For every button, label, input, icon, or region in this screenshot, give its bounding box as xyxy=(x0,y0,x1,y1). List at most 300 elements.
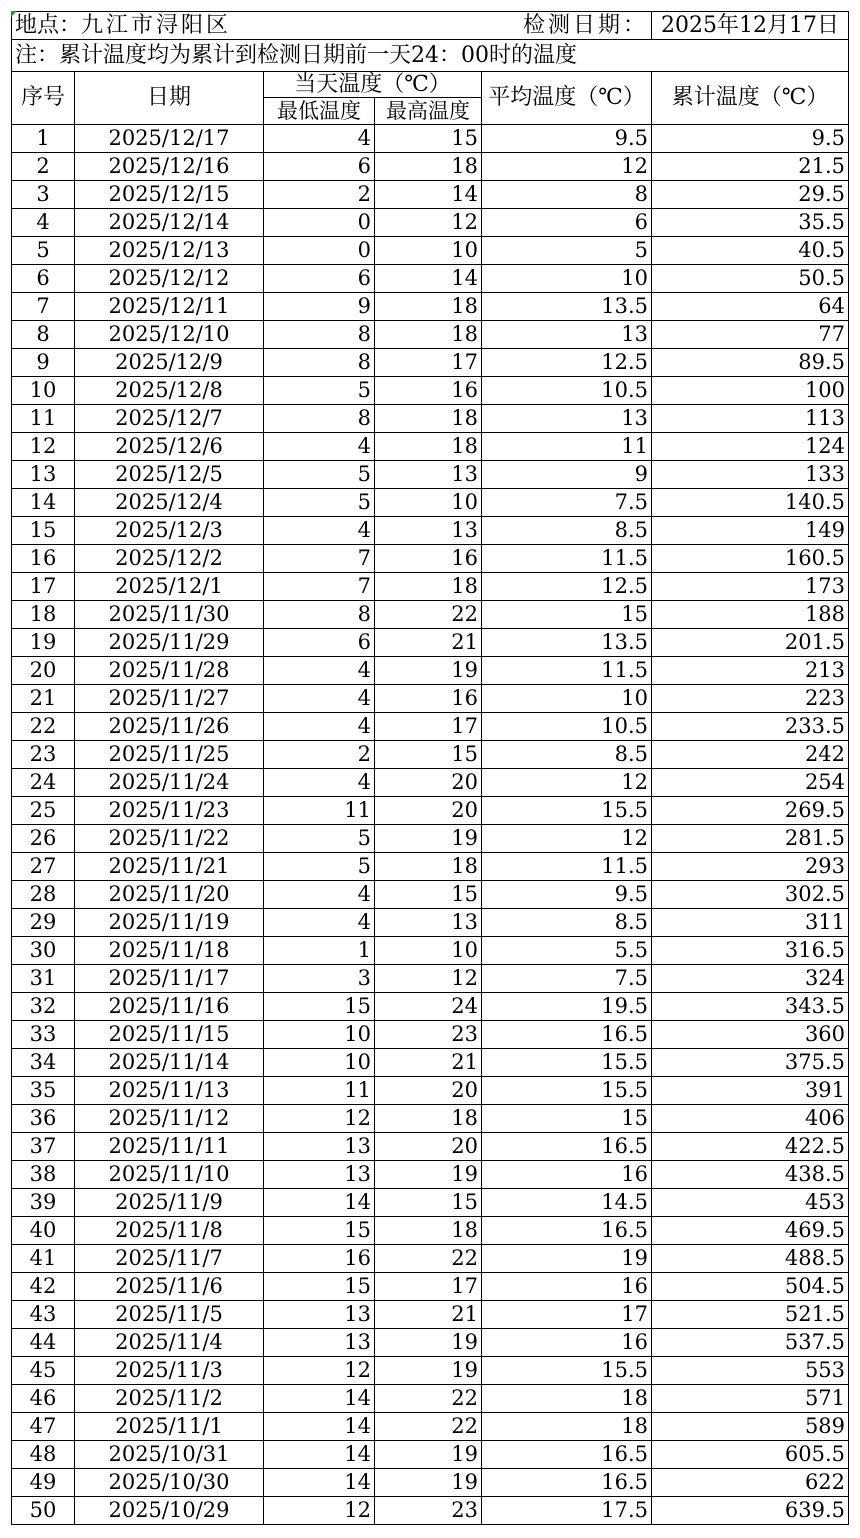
cell-min-temp[interactable]: 5 xyxy=(264,853,375,881)
cell-seq[interactable]: 13 xyxy=(12,461,75,489)
cell-min-temp[interactable]: 14 xyxy=(264,1189,375,1217)
cell-max-temp[interactable]: 19 xyxy=(375,1357,482,1385)
cell-cum-temp[interactable]: 140.5 xyxy=(652,489,849,517)
cell-date[interactable]: 2025/12/5 xyxy=(75,461,264,489)
cell-date[interactable]: 2025/12/9 xyxy=(75,349,264,377)
cell-min-temp[interactable]: 8 xyxy=(264,405,375,433)
cell-seq[interactable]: 41 xyxy=(12,1245,75,1273)
cell-min-temp[interactable]: 10 xyxy=(264,1021,375,1049)
cell-date[interactable]: 2025/12/3 xyxy=(75,517,264,545)
cell-cum-temp[interactable]: 605.5 xyxy=(652,1441,849,1469)
cell-avg-temp[interactable]: 8.5 xyxy=(482,909,652,937)
cell-cum-temp[interactable]: 281.5 xyxy=(652,825,849,853)
col-header-avg-temp[interactable]: 平均温度（℃） xyxy=(482,72,652,125)
cell-max-temp[interactable]: 22 xyxy=(375,1245,482,1273)
cell-avg-temp[interactable]: 13.5 xyxy=(482,293,652,321)
cell-min-temp[interactable]: 16 xyxy=(264,1245,375,1273)
cell-seq[interactable]: 37 xyxy=(12,1133,75,1161)
note-text[interactable]: 注：累计温度均为累计到检测日期前一天24：00时的温度 xyxy=(12,40,849,72)
cell-seq[interactable]: 3 xyxy=(12,181,75,209)
cell-date[interactable]: 2025/11/20 xyxy=(75,881,264,909)
cell-max-temp[interactable]: 14 xyxy=(375,265,482,293)
cell-avg-temp[interactable]: 16 xyxy=(482,1329,652,1357)
cell-cum-temp[interactable]: 537.5 xyxy=(652,1329,849,1357)
cell-min-temp[interactable]: 9 xyxy=(264,293,375,321)
cell-max-temp[interactable]: 19 xyxy=(375,1469,482,1497)
cell-date[interactable]: 2025/12/14 xyxy=(75,209,264,237)
cell-avg-temp[interactable]: 19.5 xyxy=(482,993,652,1021)
cell-avg-temp[interactable]: 5.5 xyxy=(482,937,652,965)
cell-avg-temp[interactable]: 15.5 xyxy=(482,1077,652,1105)
cell-avg-temp[interactable]: 5 xyxy=(482,237,652,265)
cell-max-temp[interactable]: 15 xyxy=(375,881,482,909)
cell-date[interactable]: 2025/11/3 xyxy=(75,1357,264,1385)
cell-date[interactable]: 2025/12/10 xyxy=(75,321,264,349)
cell-date[interactable]: 2025/11/28 xyxy=(75,657,264,685)
cell-avg-temp[interactable]: 13 xyxy=(482,321,652,349)
cell-seq[interactable]: 19 xyxy=(12,629,75,657)
cell-seq[interactable]: 11 xyxy=(12,405,75,433)
cell-cum-temp[interactable]: 469.5 xyxy=(652,1217,849,1245)
cell-cum-temp[interactable]: 360 xyxy=(652,1021,849,1049)
cell-cum-temp[interactable]: 149 xyxy=(652,517,849,545)
date-value[interactable]: 2025年12月17日 xyxy=(652,12,849,40)
cell-cum-temp[interactable]: 571 xyxy=(652,1385,849,1413)
cell-avg-temp[interactable]: 18 xyxy=(482,1413,652,1441)
cell-avg-temp[interactable]: 17.5 xyxy=(482,1497,652,1525)
cell-avg-temp[interactable]: 15 xyxy=(482,601,652,629)
cell-avg-temp[interactable]: 15.5 xyxy=(482,797,652,825)
cell-min-temp[interactable]: 4 xyxy=(264,769,375,797)
cell-date[interactable]: 2025/12/8 xyxy=(75,377,264,405)
cell-cum-temp[interactable]: 422.5 xyxy=(652,1133,849,1161)
cell-seq[interactable]: 47 xyxy=(12,1413,75,1441)
cell-max-temp[interactable]: 17 xyxy=(375,713,482,741)
cell-max-temp[interactable]: 24 xyxy=(375,993,482,1021)
cell-seq[interactable]: 46 xyxy=(12,1385,75,1413)
cell-avg-temp[interactable]: 16.5 xyxy=(482,1133,652,1161)
cell-cum-temp[interactable]: 453 xyxy=(652,1189,849,1217)
cell-seq[interactable]: 4 xyxy=(12,209,75,237)
cell-avg-temp[interactable]: 19 xyxy=(482,1245,652,1273)
cell-avg-temp[interactable]: 6 xyxy=(482,209,652,237)
cell-min-temp[interactable]: 13 xyxy=(264,1301,375,1329)
cell-avg-temp[interactable]: 12 xyxy=(482,153,652,181)
cell-date[interactable]: 2025/12/7 xyxy=(75,405,264,433)
cell-cum-temp[interactable]: 133 xyxy=(652,461,849,489)
cell-cum-temp[interactable]: 316.5 xyxy=(652,937,849,965)
cell-cum-temp[interactable]: 504.5 xyxy=(652,1273,849,1301)
cell-min-temp[interactable]: 14 xyxy=(264,1385,375,1413)
cell-max-temp[interactable]: 15 xyxy=(375,1189,482,1217)
cell-cum-temp[interactable]: 324 xyxy=(652,965,849,993)
cell-avg-temp[interactable]: 9.5 xyxy=(482,881,652,909)
cell-max-temp[interactable]: 18 xyxy=(375,293,482,321)
cell-cum-temp[interactable]: 21.5 xyxy=(652,153,849,181)
cell-avg-temp[interactable]: 7.5 xyxy=(482,489,652,517)
cell-date[interactable]: 2025/12/12 xyxy=(75,265,264,293)
cell-date[interactable]: 2025/11/25 xyxy=(75,741,264,769)
cell-avg-temp[interactable]: 16 xyxy=(482,1273,652,1301)
cell-cum-temp[interactable]: 64 xyxy=(652,293,849,321)
cell-max-temp[interactable]: 22 xyxy=(375,1413,482,1441)
cell-avg-temp[interactable]: 12.5 xyxy=(482,573,652,601)
cell-min-temp[interactable]: 15 xyxy=(264,1217,375,1245)
cell-max-temp[interactable]: 17 xyxy=(375,1273,482,1301)
cell-min-temp[interactable]: 12 xyxy=(264,1357,375,1385)
cell-avg-temp[interactable]: 16.5 xyxy=(482,1021,652,1049)
cell-date[interactable]: 2025/12/1 xyxy=(75,573,264,601)
cell-max-temp[interactable]: 12 xyxy=(375,965,482,993)
cell-date[interactable]: 2025/11/29 xyxy=(75,629,264,657)
cell-min-temp[interactable]: 2 xyxy=(264,741,375,769)
cell-date[interactable]: 2025/12/2 xyxy=(75,545,264,573)
cell-seq[interactable]: 30 xyxy=(12,937,75,965)
cell-max-temp[interactable]: 22 xyxy=(375,601,482,629)
cell-date[interactable]: 2025/11/30 xyxy=(75,601,264,629)
cell-max-temp[interactable]: 18 xyxy=(375,433,482,461)
cell-seq[interactable]: 16 xyxy=(12,545,75,573)
cell-max-temp[interactable]: 16 xyxy=(375,377,482,405)
cell-seq[interactable]: 20 xyxy=(12,657,75,685)
cell-avg-temp[interactable]: 13.5 xyxy=(482,629,652,657)
cell-cum-temp[interactable]: 188 xyxy=(652,601,849,629)
cell-cum-temp[interactable]: 343.5 xyxy=(652,993,849,1021)
cell-seq[interactable]: 35 xyxy=(12,1077,75,1105)
cell-seq[interactable]: 44 xyxy=(12,1329,75,1357)
cell-seq[interactable]: 1 xyxy=(12,125,75,153)
cell-avg-temp[interactable]: 16.5 xyxy=(482,1469,652,1497)
cell-min-temp[interactable]: 14 xyxy=(264,1441,375,1469)
cell-max-temp[interactable]: 10 xyxy=(375,237,482,265)
col-header-cum-temp[interactable]: 累计温度（℃） xyxy=(652,72,849,125)
cell-date[interactable]: 2025/11/6 xyxy=(75,1273,264,1301)
cell-min-temp[interactable]: 4 xyxy=(264,909,375,937)
cell-min-temp[interactable]: 6 xyxy=(264,153,375,181)
cell-seq[interactable]: 49 xyxy=(12,1469,75,1497)
cell-min-temp[interactable]: 4 xyxy=(264,881,375,909)
cell-seq[interactable]: 18 xyxy=(12,601,75,629)
cell-min-temp[interactable]: 11 xyxy=(264,1077,375,1105)
cell-avg-temp[interactable]: 9.5 xyxy=(482,125,652,153)
cell-max-temp[interactable]: 20 xyxy=(375,1133,482,1161)
cell-min-temp[interactable]: 2 xyxy=(264,181,375,209)
cell-min-temp[interactable]: 8 xyxy=(264,349,375,377)
cell-avg-temp[interactable]: 15.5 xyxy=(482,1049,652,1077)
cell-seq[interactable]: 12 xyxy=(12,433,75,461)
cell-cum-temp[interactable]: 9.5 xyxy=(652,125,849,153)
cell-avg-temp[interactable]: 10 xyxy=(482,685,652,713)
cell-max-temp[interactable]: 23 xyxy=(375,1021,482,1049)
cell-avg-temp[interactable]: 11.5 xyxy=(482,853,652,881)
cell-date[interactable]: 2025/11/1 xyxy=(75,1413,264,1441)
cell-cum-temp[interactable]: 375.5 xyxy=(652,1049,849,1077)
col-header-max-temp[interactable]: 最高温度 xyxy=(375,98,482,125)
cell-min-temp[interactable]: 14 xyxy=(264,1469,375,1497)
cell-seq[interactable]: 26 xyxy=(12,825,75,853)
cell-date[interactable]: 2025/11/13 xyxy=(75,1077,264,1105)
cell-seq[interactable]: 50 xyxy=(12,1497,75,1525)
cell-min-temp[interactable]: 5 xyxy=(264,377,375,405)
cell-max-temp[interactable]: 15 xyxy=(375,125,482,153)
cell-min-temp[interactable]: 4 xyxy=(264,517,375,545)
cell-seq[interactable]: 32 xyxy=(12,993,75,1021)
cell-min-temp[interactable]: 1 xyxy=(264,937,375,965)
cell-seq[interactable]: 10 xyxy=(12,377,75,405)
cell-max-temp[interactable]: 22 xyxy=(375,1385,482,1413)
cell-avg-temp[interactable]: 8.5 xyxy=(482,517,652,545)
cell-seq[interactable]: 17 xyxy=(12,573,75,601)
cell-max-temp[interactable]: 10 xyxy=(375,489,482,517)
cell-min-temp[interactable]: 11 xyxy=(264,797,375,825)
cell-seq[interactable]: 21 xyxy=(12,685,75,713)
cell-seq[interactable]: 22 xyxy=(12,713,75,741)
cell-date[interactable]: 2025/12/16 xyxy=(75,153,264,181)
cell-seq[interactable]: 29 xyxy=(12,909,75,937)
cell-cum-temp[interactable]: 488.5 xyxy=(652,1245,849,1273)
cell-cum-temp[interactable]: 589 xyxy=(652,1413,849,1441)
cell-date[interactable]: 2025/11/18 xyxy=(75,937,264,965)
cell-max-temp[interactable]: 18 xyxy=(375,1217,482,1245)
cell-seq[interactable]: 34 xyxy=(12,1049,75,1077)
cell-seq[interactable]: 25 xyxy=(12,797,75,825)
cell-seq[interactable]: 45 xyxy=(12,1357,75,1385)
cell-min-temp[interactable]: 5 xyxy=(264,825,375,853)
cell-max-temp[interactable]: 18 xyxy=(375,853,482,881)
cell-avg-temp[interactable]: 12.5 xyxy=(482,349,652,377)
cell-avg-temp[interactable]: 8.5 xyxy=(482,741,652,769)
cell-avg-temp[interactable]: 11.5 xyxy=(482,545,652,573)
cell-seq[interactable]: 7 xyxy=(12,293,75,321)
cell-max-temp[interactable]: 20 xyxy=(375,1077,482,1105)
cell-seq[interactable]: 28 xyxy=(12,881,75,909)
cell-avg-temp[interactable]: 14.5 xyxy=(482,1189,652,1217)
cell-max-temp[interactable]: 16 xyxy=(375,685,482,713)
cell-date[interactable]: 2025/12/4 xyxy=(75,489,264,517)
cell-seq[interactable]: 23 xyxy=(12,741,75,769)
cell-cum-temp[interactable]: 639.5 xyxy=(652,1497,849,1525)
col-header-day-temp[interactable]: 当天温度（℃） xyxy=(264,72,482,98)
cell-min-temp[interactable]: 13 xyxy=(264,1161,375,1189)
cell-seq[interactable]: 15 xyxy=(12,517,75,545)
cell-avg-temp[interactable]: 8 xyxy=(482,181,652,209)
cell-date[interactable]: 2025/11/10 xyxy=(75,1161,264,1189)
cell-avg-temp[interactable]: 12 xyxy=(482,825,652,853)
cell-seq[interactable]: 48 xyxy=(12,1441,75,1469)
cell-avg-temp[interactable]: 15.5 xyxy=(482,1357,652,1385)
cell-min-temp[interactable]: 14 xyxy=(264,1413,375,1441)
cell-cum-temp[interactable]: 406 xyxy=(652,1105,849,1133)
cell-cum-temp[interactable]: 160.5 xyxy=(652,545,849,573)
cell-max-temp[interactable]: 19 xyxy=(375,1441,482,1469)
cell-seq[interactable]: 6 xyxy=(12,265,75,293)
cell-seq[interactable]: 38 xyxy=(12,1161,75,1189)
cell-date[interactable]: 2025/11/9 xyxy=(75,1189,264,1217)
cell-date[interactable]: 2025/12/6 xyxy=(75,433,264,461)
cell-date[interactable]: 2025/11/24 xyxy=(75,769,264,797)
cell-date[interactable]: 2025/12/15 xyxy=(75,181,264,209)
cell-date[interactable]: 2025/11/22 xyxy=(75,825,264,853)
cell-cum-temp[interactable]: 242 xyxy=(652,741,849,769)
cell-cum-temp[interactable]: 391 xyxy=(652,1077,849,1105)
cell-date[interactable]: 2025/12/17 xyxy=(75,125,264,153)
cell-seq[interactable]: 36 xyxy=(12,1105,75,1133)
cell-max-temp[interactable]: 13 xyxy=(375,909,482,937)
cell-min-temp[interactable]: 10 xyxy=(264,1049,375,1077)
cell-max-temp[interactable]: 18 xyxy=(375,405,482,433)
cell-max-temp[interactable]: 15 xyxy=(375,741,482,769)
cell-seq[interactable]: 43 xyxy=(12,1301,75,1329)
cell-cum-temp[interactable]: 521.5 xyxy=(652,1301,849,1329)
cell-seq[interactable]: 27 xyxy=(12,853,75,881)
cell-min-temp[interactable]: 12 xyxy=(264,1105,375,1133)
col-header-date[interactable]: 日期 xyxy=(75,72,264,125)
cell-max-temp[interactable]: 19 xyxy=(375,825,482,853)
cell-date[interactable]: 2025/10/30 xyxy=(75,1469,264,1497)
cell-min-temp[interactable]: 0 xyxy=(264,209,375,237)
cell-avg-temp[interactable]: 11 xyxy=(482,433,652,461)
cell-avg-temp[interactable]: 13 xyxy=(482,405,652,433)
cell-max-temp[interactable]: 21 xyxy=(375,1301,482,1329)
cell-cum-temp[interactable]: 124 xyxy=(652,433,849,461)
cell-cum-temp[interactable]: 77 xyxy=(652,321,849,349)
cell-cum-temp[interactable]: 89.5 xyxy=(652,349,849,377)
cell-min-temp[interactable]: 3 xyxy=(264,965,375,993)
cell-max-temp[interactable]: 21 xyxy=(375,629,482,657)
cell-min-temp[interactable]: 8 xyxy=(264,601,375,629)
cell-max-temp[interactable]: 23 xyxy=(375,1497,482,1525)
cell-date[interactable]: 2025/11/19 xyxy=(75,909,264,937)
cell-cum-temp[interactable]: 100 xyxy=(652,377,849,405)
cell-min-temp[interactable]: 13 xyxy=(264,1329,375,1357)
cell-max-temp[interactable]: 13 xyxy=(375,461,482,489)
cell-min-temp[interactable]: 4 xyxy=(264,125,375,153)
cell-min-temp[interactable]: 4 xyxy=(264,685,375,713)
cell-max-temp[interactable]: 21 xyxy=(375,1049,482,1077)
cell-avg-temp[interactable]: 16.5 xyxy=(482,1217,652,1245)
cell-avg-temp[interactable]: 18 xyxy=(482,1385,652,1413)
col-header-min-temp[interactable]: 最低温度 xyxy=(264,98,375,125)
cell-min-temp[interactable]: 15 xyxy=(264,1273,375,1301)
cell-max-temp[interactable]: 12 xyxy=(375,209,482,237)
cell-cum-temp[interactable]: 113 xyxy=(652,405,849,433)
cell-min-temp[interactable]: 13 xyxy=(264,1133,375,1161)
cell-min-temp[interactable]: 8 xyxy=(264,321,375,349)
cell-date[interactable]: 2025/11/11 xyxy=(75,1133,264,1161)
cell-seq[interactable]: 42 xyxy=(12,1273,75,1301)
cell-max-temp[interactable]: 13 xyxy=(375,517,482,545)
cell-seq[interactable]: 14 xyxy=(12,489,75,517)
cell-cum-temp[interactable]: 553 xyxy=(652,1357,849,1385)
cell-max-temp[interactable]: 18 xyxy=(375,1105,482,1133)
cell-min-temp[interactable]: 15 xyxy=(264,993,375,1021)
cell-date[interactable]: 2025/11/23 xyxy=(75,797,264,825)
cell-date[interactable]: 2025/11/14 xyxy=(75,1049,264,1077)
cell-avg-temp[interactable]: 10.5 xyxy=(482,713,652,741)
cell-min-temp[interactable]: 6 xyxy=(264,265,375,293)
cell-date[interactable]: 2025/11/5 xyxy=(75,1301,264,1329)
cell-date[interactable]: 2025/11/4 xyxy=(75,1329,264,1357)
cell-avg-temp[interactable]: 16.5 xyxy=(482,1441,652,1469)
cell-cum-temp[interactable]: 29.5 xyxy=(652,181,849,209)
cell-cum-temp[interactable]: 223 xyxy=(652,685,849,713)
cell-max-temp[interactable]: 17 xyxy=(375,349,482,377)
cell-avg-temp[interactable]: 10 xyxy=(482,265,652,293)
cell-date[interactable]: 2025/12/11 xyxy=(75,293,264,321)
cell-max-temp[interactable]: 19 xyxy=(375,1329,482,1357)
cell-date[interactable]: 2025/11/8 xyxy=(75,1217,264,1245)
cell-date[interactable]: 2025/12/13 xyxy=(75,237,264,265)
cell-min-temp[interactable]: 4 xyxy=(264,433,375,461)
cell-max-temp[interactable]: 18 xyxy=(375,321,482,349)
cell-avg-temp[interactable]: 7.5 xyxy=(482,965,652,993)
cell-max-temp[interactable]: 19 xyxy=(375,657,482,685)
cell-seq[interactable]: 39 xyxy=(12,1189,75,1217)
col-header-seq[interactable]: 序号 xyxy=(12,72,75,125)
cell-avg-temp[interactable]: 10.5 xyxy=(482,377,652,405)
cell-cum-temp[interactable]: 213 xyxy=(652,657,849,685)
cell-avg-temp[interactable]: 16 xyxy=(482,1161,652,1189)
cell-cum-temp[interactable]: 50.5 xyxy=(652,265,849,293)
cell-min-temp[interactable]: 4 xyxy=(264,713,375,741)
cell-min-temp[interactable]: 5 xyxy=(264,489,375,517)
cell-seq[interactable]: 33 xyxy=(12,1021,75,1049)
cell-max-temp[interactable]: 20 xyxy=(375,769,482,797)
cell-cum-temp[interactable]: 302.5 xyxy=(652,881,849,909)
cell-seq[interactable]: 8 xyxy=(12,321,75,349)
cell-max-temp[interactable]: 18 xyxy=(375,153,482,181)
cell-cum-temp[interactable]: 311 xyxy=(652,909,849,937)
cell-min-temp[interactable]: 6 xyxy=(264,629,375,657)
cell-min-temp[interactable]: 0 xyxy=(264,237,375,265)
cell-min-temp[interactable]: 7 xyxy=(264,573,375,601)
cell-avg-temp[interactable]: 12 xyxy=(482,769,652,797)
cell-min-temp[interactable]: 4 xyxy=(264,657,375,685)
cell-date[interactable]: 2025/11/27 xyxy=(75,685,264,713)
cell-avg-temp[interactable]: 9 xyxy=(482,461,652,489)
cell-min-temp[interactable]: 7 xyxy=(264,545,375,573)
cell-avg-temp[interactable]: 11.5 xyxy=(482,657,652,685)
cell-min-temp[interactable]: 5 xyxy=(264,461,375,489)
cell-date[interactable]: 2025/10/31 xyxy=(75,1441,264,1469)
cell-seq[interactable]: 40 xyxy=(12,1217,75,1245)
cell-max-temp[interactable]: 18 xyxy=(375,573,482,601)
cell-avg-temp[interactable]: 15 xyxy=(482,1105,652,1133)
cell-date[interactable]: 2025/11/2 xyxy=(75,1385,264,1413)
cell-date[interactable]: 2025/11/12 xyxy=(75,1105,264,1133)
cell-cum-temp[interactable]: 35.5 xyxy=(652,209,849,237)
cell-cum-temp[interactable]: 622 xyxy=(652,1469,849,1497)
cell-seq[interactable]: 24 xyxy=(12,769,75,797)
cell-max-temp[interactable]: 14 xyxy=(375,181,482,209)
cell-seq[interactable]: 9 xyxy=(12,349,75,377)
cell-date[interactable]: 2025/11/17 xyxy=(75,965,264,993)
cell-cum-temp[interactable]: 293 xyxy=(652,853,849,881)
cell-avg-temp[interactable]: 17 xyxy=(482,1301,652,1329)
cell-cum-temp[interactable]: 438.5 xyxy=(652,1161,849,1189)
cell-date[interactable]: 2025/10/29 xyxy=(75,1497,264,1525)
cell-min-temp[interactable]: 12 xyxy=(264,1497,375,1525)
cell-cum-temp[interactable]: 173 xyxy=(652,573,849,601)
cell-max-temp[interactable]: 10 xyxy=(375,937,482,965)
cell-cum-temp[interactable]: 40.5 xyxy=(652,237,849,265)
cell-max-temp[interactable]: 16 xyxy=(375,545,482,573)
date-label[interactable]: 检测日期： xyxy=(375,12,652,40)
cell-cum-temp[interactable]: 201.5 xyxy=(652,629,849,657)
cell-seq[interactable]: 5 xyxy=(12,237,75,265)
cell-max-temp[interactable]: 19 xyxy=(375,1161,482,1189)
cell-seq[interactable]: 2 xyxy=(12,153,75,181)
